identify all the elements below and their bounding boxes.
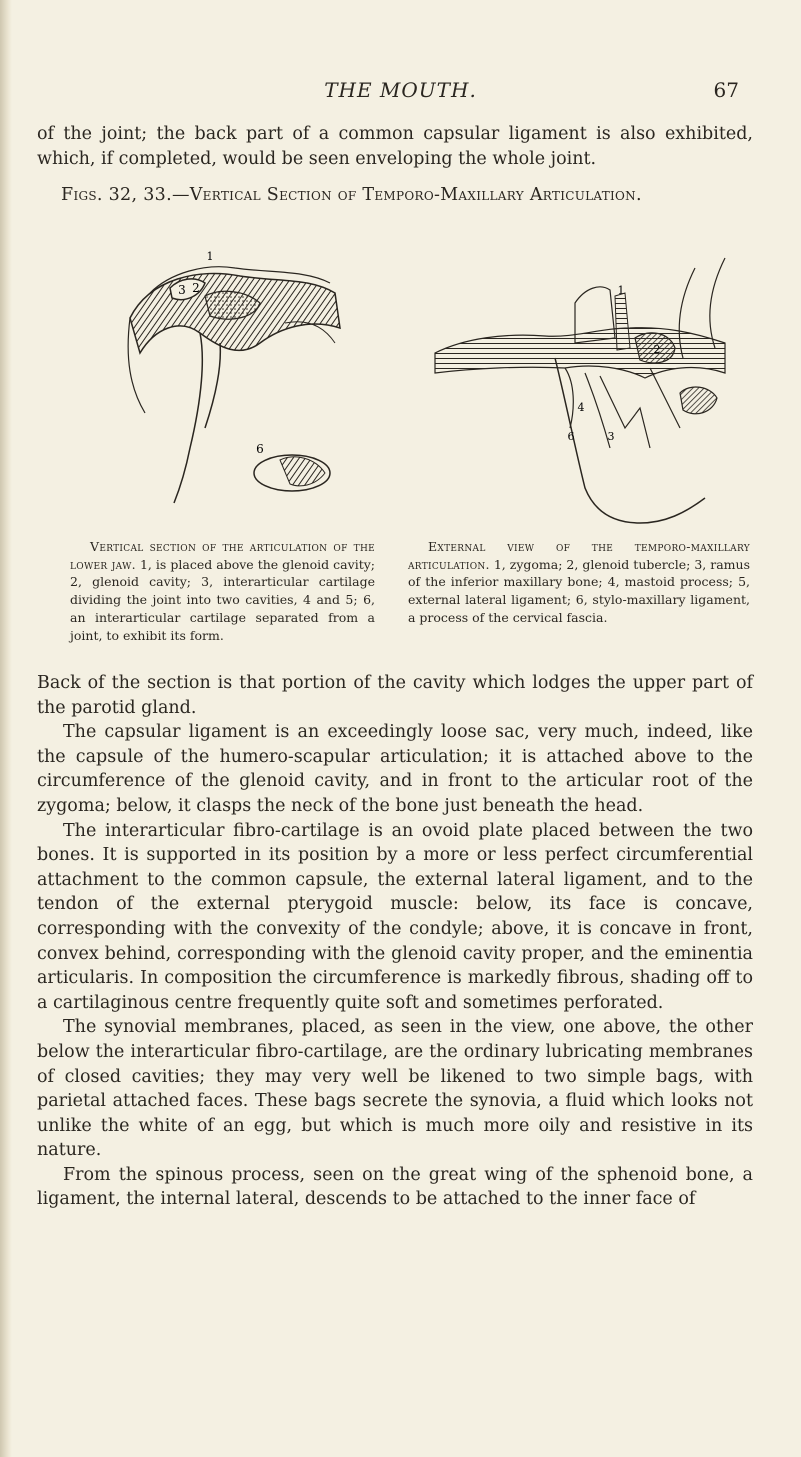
fig-right-label-2: 2	[653, 343, 661, 356]
page-header	[0, 78, 801, 104]
page-spine-shadow	[0, 0, 12, 1457]
fig-left-label-3: 3	[178, 283, 186, 297]
paragraph: The synovial membranes, placed, as seen in the view, one above, the other below the interarticular fibro-cartilage, are the ordinary lubricating membranes of closed cavities; they may very well be likened to two simple bags, with parietal attached faces. These bags secrete the synovia, a fluid which looks not unlike the white of an egg, but which is much more oily and resistive in its nature.	[37, 1017, 753, 1161]
figure-right-caption	[408, 538, 750, 627]
figure-left-caption-body: 1, is placed above the glenoid cavity; 2, glenoid cavity; 3, interarticular cartilage dividing the joint into two cavities, 4 and 5; 6, an interarticular cartilage separated from a joint, to exhibit its form.	[70, 556, 375, 643]
running-title: THE MOUTH.	[324, 78, 477, 102]
fig-right-label-4: 4	[577, 401, 585, 414]
fig-left-label-2: 2	[192, 281, 200, 295]
paragraph: The capsular ligament is an exceedingly loose sac, very much, indeed, like the capsule of the humero-scapular articulation; it is attached above to the circumference of the glenoid cavity, and in front to the articular root of the zygoma; below, it clasps the neck of the bone just beneath the head.	[37, 722, 753, 816]
fig-left-label-1: 1	[206, 250, 214, 263]
figure-right-caption-body: 1, zygoma; 2, glenoid tubercle; 3, ramus of the inferior maxillary bone; 4, mastoid process; 5, external lateral ligament; 6, stylo-maxillary ligament, a process of the cervical fascia.	[408, 556, 750, 625]
figure-right-caption-lead: External view of the temporo-maxillary articulation.	[408, 539, 750, 572]
fig-right-label-3: 3	[607, 430, 615, 443]
fig-right-label-1: 1	[617, 284, 625, 297]
figure-vertical-section	[110, 248, 365, 508]
intro-paragraph	[37, 122, 753, 171]
figure-external-view	[425, 248, 740, 533]
paragraph: The interarticular fibro-cartilage is an ovoid plate placed between the two bones. It is supported in its position by a more or less perfect circumferential attachment to the common capsule, the external lateral ligament, and to the tendon of the external pterygoid muscle: below, its face is concave, corresponding with the convexity of the condyle; above, it is concave in front, convex behind, corresponding with the glenoid cavity proper, and the eminentia articularis. In composition the circumference is markedly fibrous, shading off to a cartilaginous centre frequently quite soft and sometimes perforated.	[37, 820, 753, 1013]
figure-left-caption-lead: Vertical section of the articulation of the lower jaw.	[70, 539, 375, 572]
paragraph: From the spinous process, seen on the great wing of the sphenoid bone, a ligament, the internal lateral, descends to be attached to the inner face of	[37, 1164, 753, 1210]
vertical-section-illustration	[110, 248, 365, 508]
figure-left-caption	[70, 538, 375, 644]
main-text	[37, 671, 753, 1212]
paragraph: Back of the section is that portion of the cavity which lodges the upper part of the parotid gland.	[37, 673, 753, 718]
page-number: 67	[713, 78, 739, 102]
fig-right-label-6: 6	[567, 430, 575, 443]
intro-text: of the joint; the back part of a common capsular ligament is also exhibited, which, if completed, would be seen enveloping the whole joint.	[37, 124, 753, 169]
fig-left-label-6: 6	[256, 442, 264, 456]
external-view-illustration	[425, 248, 740, 533]
figures-heading: Figs. 32, 33.—Vertical Section of Temporo-Maxillary Articulation.	[61, 185, 642, 205]
